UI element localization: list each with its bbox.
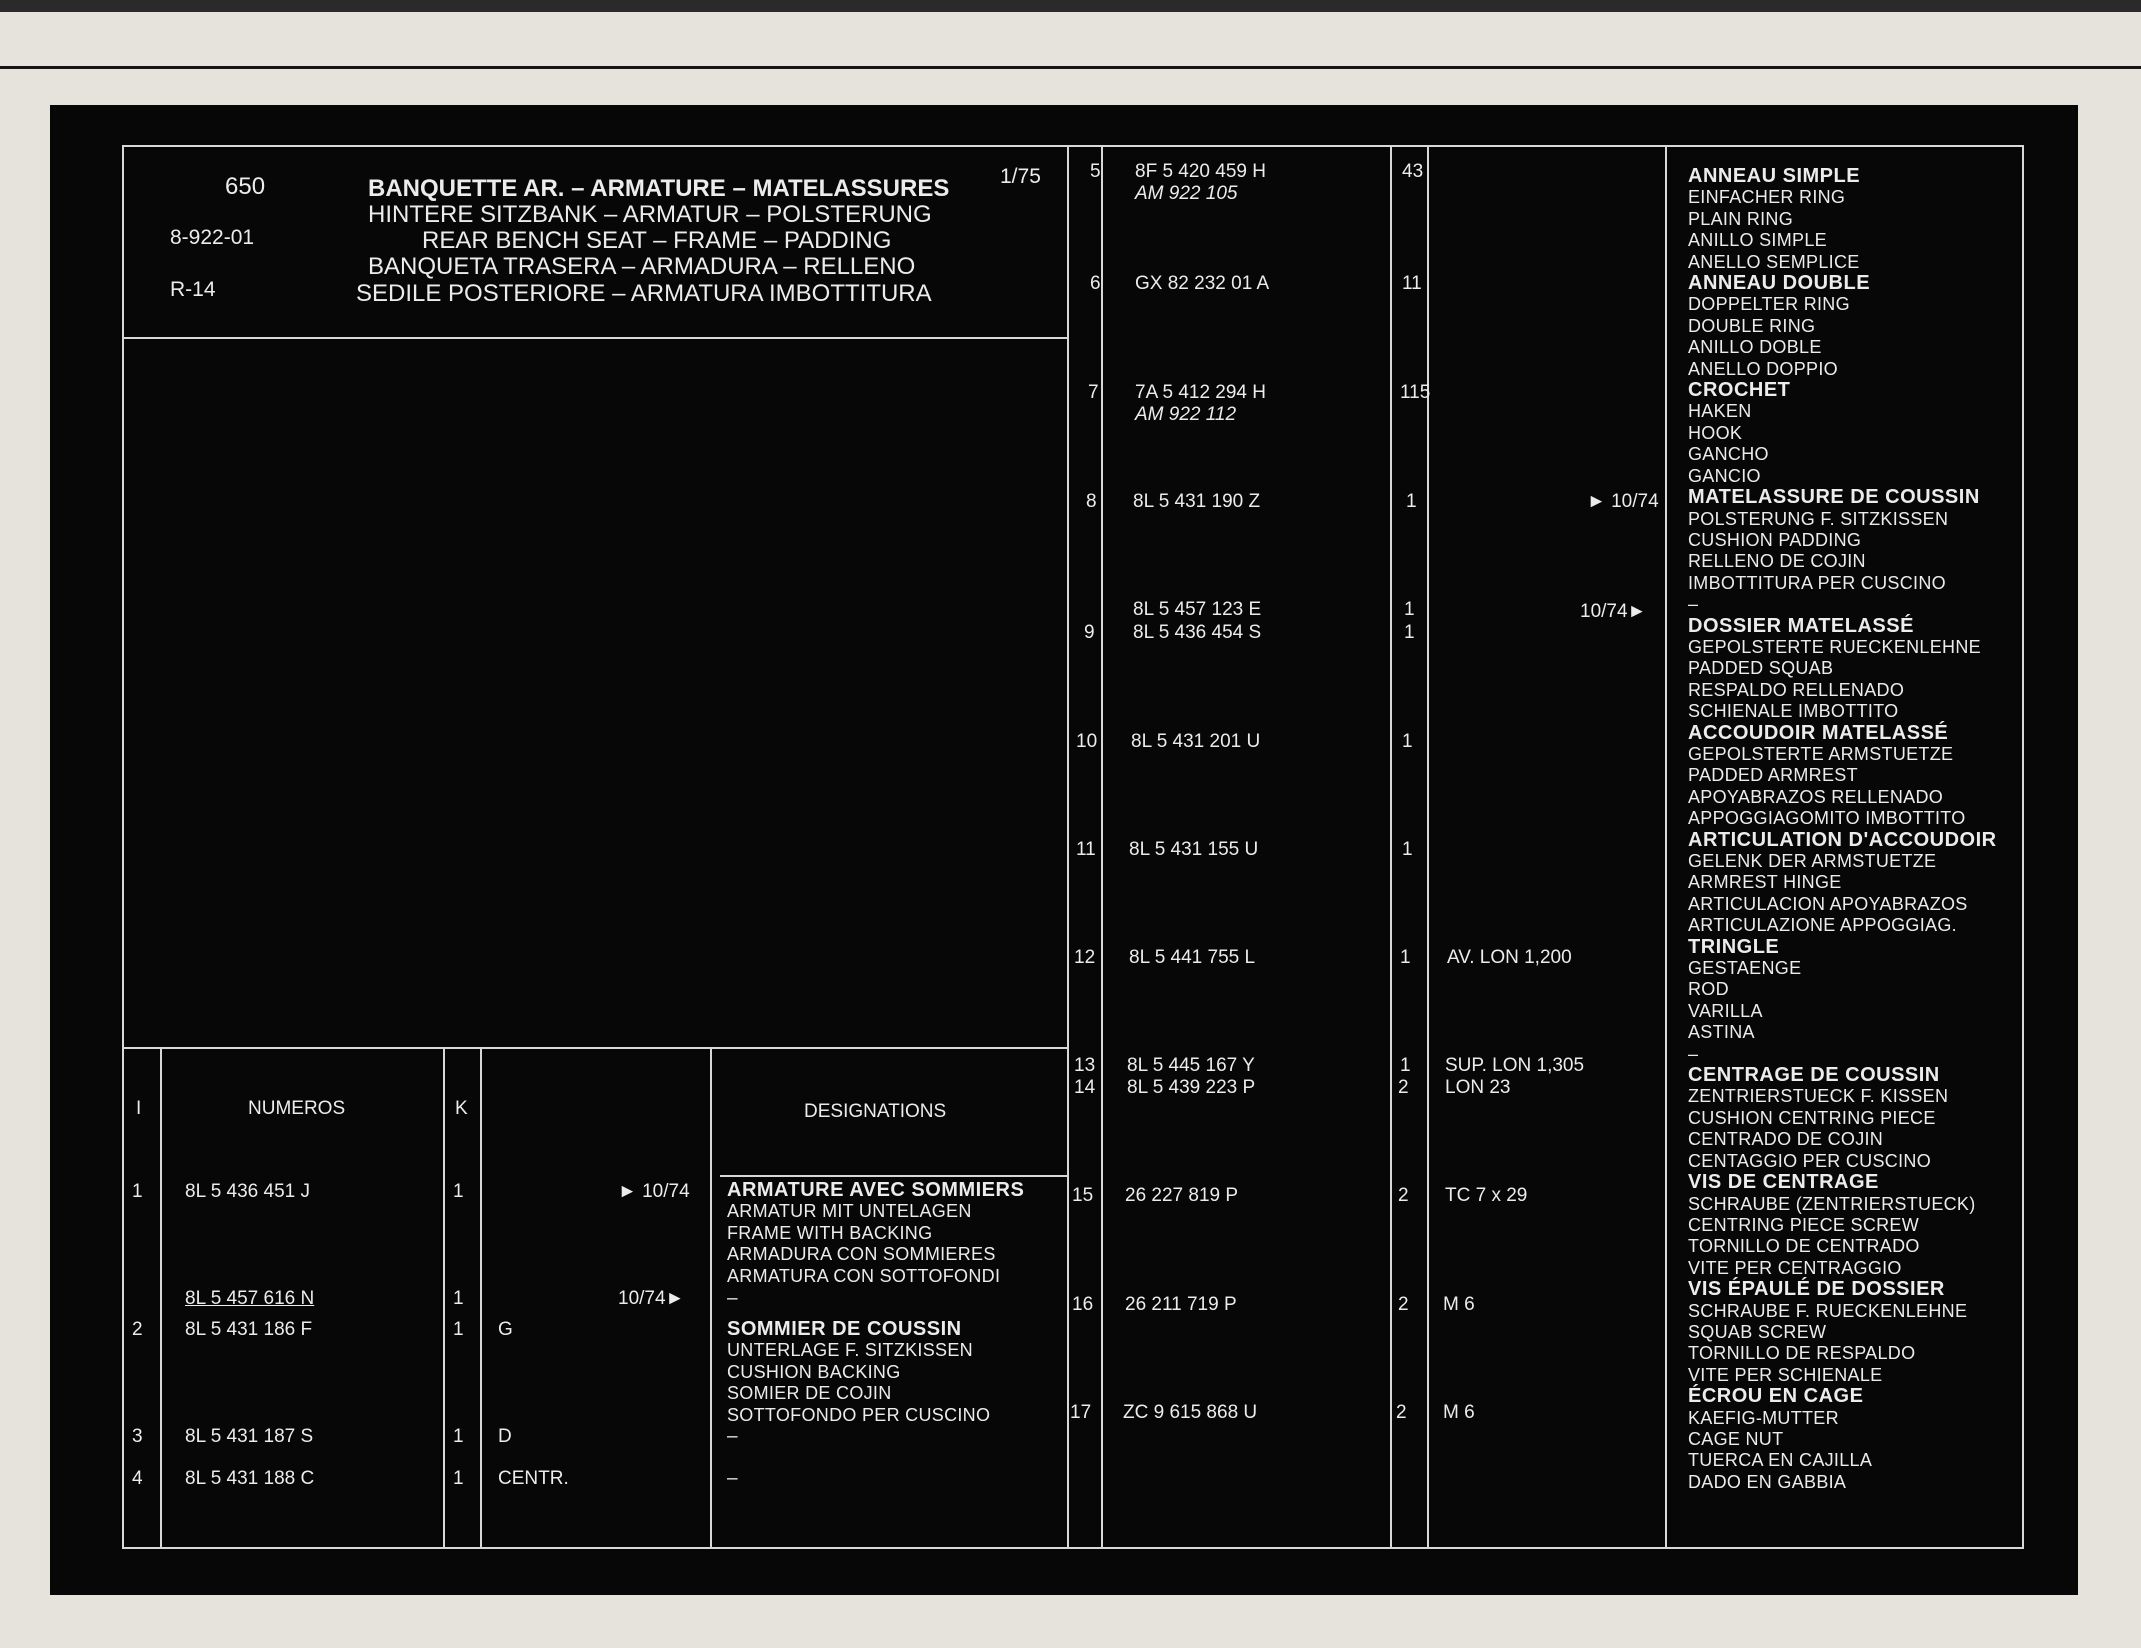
designation-line: CENTAGGIO PER CUSCINO (1688, 1150, 1931, 1171)
part-qty: 2 (1398, 1185, 1409, 1206)
designation-line: CUSHION BACKING (727, 1361, 901, 1382)
designation-line: ARMATUR MIT UNTELAGEN (727, 1201, 972, 1222)
row-index: 9 (1084, 622, 1095, 643)
divider-left-right (1067, 145, 1069, 1549)
col-header-qty: K (455, 1098, 468, 1119)
designation-line: GEPOLSTERTE ARMSTUETZE (1688, 743, 1954, 764)
designation-heading: CROCHET (1688, 379, 1791, 402)
part-qty: 115 (1400, 382, 1431, 403)
part-qty: 1 (453, 1181, 464, 1202)
part-qty: 43 (1402, 161, 1424, 182)
row-index: 3 (132, 1426, 143, 1447)
part-number: 8L 5 431 190 Z (1133, 491, 1261, 512)
designation-line: ZENTRIERSTUECK F. KISSEN (1688, 1086, 1949, 1107)
part-number: 8F 5 420 459 H (1135, 161, 1266, 182)
row-index: 11 (1076, 839, 1096, 860)
header-bottom-rule (122, 337, 1069, 339)
part-note: TC 7 x 29 (1445, 1185, 1528, 1206)
designation-line: APOYABRAZOS RELLENADO (1688, 786, 1944, 807)
designation-line: GANCIO (1688, 465, 1761, 486)
part-qty: 2 (1398, 1294, 1409, 1315)
row-index: 1 (132, 1181, 143, 1202)
designation-line: ANELLO DOPPIO (1688, 358, 1838, 379)
divider-index-col (1101, 145, 1103, 1549)
row-index: 14 (1074, 1077, 1096, 1098)
designation-line: ARTICULACION APOYABRAZOS (1688, 893, 1968, 914)
designation-line: ROD (1688, 979, 1729, 1000)
part-qty: 1 (1404, 599, 1415, 620)
part-note: CENTR. (498, 1468, 569, 1489)
part-number: 7A 5 412 294 H (1135, 382, 1266, 403)
alt-part-number: AM 922 105 (1135, 183, 1238, 204)
left-divider-qty (480, 1047, 482, 1549)
designation-line: GANCHO (1688, 444, 1769, 465)
part-qty: 1 (453, 1468, 464, 1489)
part-number: 8L 5 431 187 S (185, 1426, 314, 1447)
designation-heading: SOMMIER DE COUSSIN (727, 1318, 962, 1340)
plate-number: 650 (225, 173, 266, 200)
part-note: M 6 (1443, 1402, 1475, 1423)
part-qty: 1 (1400, 947, 1411, 968)
part-number: 8L 5 431 201 U (1131, 731, 1261, 752)
part-note: AV. LON 1,200 (1447, 947, 1572, 968)
designation-line: ARTICULAZIONE APPOGGIAG. (1688, 915, 1957, 936)
designation-heading: ANNEAU SIMPLE (1688, 165, 1861, 187)
designation-line: ANILLO SIMPLE (1688, 230, 1827, 251)
designation-heading: TRINGLE (1688, 935, 1780, 958)
part-note: LON 23 (1445, 1077, 1511, 1098)
part-number: 8L 5 457 616 N (185, 1288, 315, 1309)
divider-note-desig (1665, 145, 1667, 1549)
designation-line: – (1688, 594, 1699, 615)
designation-line: CUSHION PADDING (1688, 529, 1862, 550)
part-qty: 1 (1404, 622, 1415, 643)
part-qty: 1 (1400, 1055, 1411, 1076)
designation-line: GESTAENGE (1688, 958, 1802, 979)
divider-qty-note (1427, 145, 1429, 1549)
designation-line: ARMATURA CON SOTTOFONDI (727, 1265, 1001, 1286)
part-number: 26 227 819 P (1125, 1185, 1239, 1206)
designation-line: TUERCA EN CAJILLA (1688, 1450, 1873, 1471)
designation-line: CAGE NUT (1688, 1428, 1784, 1449)
date-marker: ► 10/74 (1587, 491, 1659, 512)
designation-dash: – (727, 1288, 738, 1309)
illustration-bottom-rule (122, 1047, 1069, 1049)
designation-line: PLAIN RING (1688, 208, 1794, 229)
part-note: SUP. LON 1,305 (1445, 1055, 1585, 1076)
part-qty: 1 (1402, 731, 1413, 752)
part-qty: 1 (1406, 491, 1417, 512)
designation-heading: VIS DE CENTRAGE (1688, 1171, 1879, 1194)
designation-heading: ARTICULATION D'ACCOUDOIR (1688, 828, 1997, 851)
designation-line: ANILLO DOBLE (1688, 337, 1822, 358)
designation-line: CENTRADO DE COJIN (1688, 1129, 1884, 1150)
designation-dash: – (727, 1426, 738, 1447)
row-index: 16 (1072, 1294, 1094, 1315)
designation-line: TORNILLO DE RESPALDO (1688, 1343, 1916, 1364)
model-code: R-14 (170, 278, 216, 301)
part-number: 8L 5 436 451 J (185, 1181, 311, 1202)
part-number: 8L 5 431 155 U (1129, 839, 1259, 860)
designation-line: VARILLA (1688, 1000, 1763, 1021)
part-number: 8L 5 457 123 E (1133, 599, 1262, 620)
designation-line: DOUBLE RING (1688, 315, 1816, 336)
designation-heading: ARMATURE AVEC SOMMIERS (727, 1179, 1025, 1201)
designation-line: ASTINA (1688, 1022, 1755, 1043)
row-index: 13 (1074, 1055, 1096, 1076)
title-de: HINTERE SITZBANK – ARMATUR – POLSTERUNG (368, 201, 932, 228)
designation-line: ARMREST HINGE (1688, 872, 1842, 893)
right-designations (1688, 166, 1997, 1493)
part-number: 8L 5 436 454 S (1133, 622, 1262, 643)
part-number: 26 211 719 P (1125, 1294, 1237, 1315)
part-number: 8L 5 431 186 F (185, 1319, 313, 1340)
row-index: 15 (1072, 1185, 1094, 1206)
designation-line: EINFACHER RING (1688, 187, 1846, 208)
designation-line: PADDED ARMREST (1688, 765, 1858, 786)
catalog-code: 8-922-01 (170, 226, 255, 249)
designation-line: FRAME WITH BACKING (727, 1222, 933, 1243)
left-divider-index (160, 1047, 162, 1549)
part-qty: 1 (453, 1426, 464, 1447)
designation-heading: VIS ÉPAULÉ DE DOSSIER (1688, 1278, 1945, 1301)
part-qty: 1 (1402, 839, 1413, 860)
designation-heading: MATELASSURE DE COUSSIN (1688, 486, 1980, 509)
designation-line: TORNILLO DE CENTRADO (1688, 1236, 1920, 1257)
designation-heading: ANNEAU DOUBLE (1688, 272, 1871, 295)
designation-line: ANELLO SEMPLICE (1688, 251, 1860, 272)
row-index: 7 (1088, 382, 1099, 403)
part-qty: 11 (1402, 273, 1422, 294)
row-index: 17 (1070, 1402, 1092, 1423)
part-note: M 6 (1443, 1294, 1475, 1315)
col-header-index: I (136, 1098, 142, 1119)
designation-line: RESPALDO RELLENADO (1688, 679, 1905, 700)
page-ref: 1/75 (1000, 165, 1041, 188)
designation-line: SOMIER DE COJIN (727, 1383, 892, 1404)
designation-line: HAKEN (1688, 401, 1752, 422)
column-header-rule (720, 1175, 1069, 1177)
part-qty: 2 (1398, 1077, 1409, 1098)
col-header-designations: DESIGNATIONS (804, 1101, 947, 1122)
designation-heading: CENTRAGE DE COUSSIN (1688, 1064, 1940, 1087)
designation-line: SCHRAUBE (ZENTRIERSTUECK) (1688, 1193, 1976, 1214)
designation-line: HOOK (1688, 422, 1743, 443)
part-qty: 1 (453, 1288, 464, 1309)
designation-line: DADO EN GABBIA (1688, 1471, 1847, 1492)
designation-heading: ACCOUDOIR MATELASSÉ (1688, 721, 1949, 744)
part-number: ZC 9 615 868 U (1123, 1402, 1258, 1423)
row-index: 10 (1076, 731, 1098, 752)
row-index: 5 (1090, 161, 1101, 182)
designation-line: KAEFIG-MUTTER (1688, 1407, 1839, 1428)
designation-line: POLSTERUNG F. SITZKISSEN (1688, 508, 1949, 529)
designation-block (727, 1180, 1024, 1287)
part-number: 8L 5 445 167 Y (1127, 1055, 1255, 1076)
row-index: 4 (132, 1468, 143, 1489)
scan-rule (0, 66, 2141, 69)
left-divider-number (443, 1047, 445, 1549)
title-fr: BANQUETTE AR. – ARMATURE – MATELASSURES (368, 175, 950, 202)
designation-line: VITE PER SCHIENALE (1688, 1364, 1883, 1385)
part-number: 8L 5 431 188 C (185, 1468, 315, 1489)
title-it: SEDILE POSTERIORE – ARMATURA IMBOTTITURA (356, 280, 932, 307)
designation-line: UNTERLAGE F. SITZKISSEN (727, 1340, 973, 1361)
part-note: G (498, 1319, 513, 1340)
row-index: 2 (132, 1319, 143, 1340)
row-index: 6 (1090, 273, 1101, 294)
designation-heading: ÉCROU EN CAGE (1688, 1385, 1864, 1408)
designation-line: ARMADURA CON SOMMIERES (727, 1244, 996, 1265)
title-en: REAR BENCH SEAT – FRAME – PADDING (422, 227, 892, 254)
part-qty: 1 (453, 1319, 464, 1340)
designation-line: SCHRAUBE F. RUECKENLEHNE (1688, 1300, 1968, 1321)
designation-heading: DOSSIER MATELASSÉ (1688, 614, 1914, 637)
date-marker: ► 10/74 (618, 1181, 690, 1202)
col-header-numbers: NUMEROS (248, 1098, 346, 1119)
alt-part-number: AM 922 112 (1135, 404, 1237, 425)
designation-dash: – (727, 1468, 738, 1489)
title-es: BANQUETA TRASERA – ARMADURA – RELLENO (368, 253, 916, 280)
part-number: GX 82 232 01 A (1135, 273, 1270, 294)
parts-plate (50, 105, 2078, 1595)
part-number: 8L 5 439 223 P (1127, 1077, 1256, 1098)
row-index: 8 (1086, 491, 1097, 512)
designation-line: SCHIENALE IMBOTTITO (1688, 701, 1899, 722)
part-number: 8L 5 441 755 L (1129, 947, 1256, 968)
part-note: D (498, 1426, 512, 1447)
designation-line: – (1688, 1043, 1699, 1064)
left-divider-note (710, 1047, 712, 1549)
designation-line: CENTRING PIECE SCREW (1688, 1214, 1920, 1235)
date-marker: 10/74► (618, 1288, 685, 1309)
designation-line: GELENK DER ARMSTUETZE (1688, 851, 1937, 871)
designation-line: GEPOLSTERTE RUECKENLEHNE (1688, 636, 1981, 657)
divider-number-qty (1390, 145, 1392, 1549)
designation-block (727, 1319, 990, 1426)
designation-line: RELLENO DE COJIN (1688, 551, 1866, 572)
designation-line: APPOGGIAGOMITO IMBOTTITO (1688, 808, 1966, 829)
scan-top-edge (0, 0, 2141, 12)
designation-line: DOPPELTER RING (1688, 294, 1850, 315)
part-qty: 2 (1396, 1402, 1407, 1423)
designation-line: SQUAB SCREW (1688, 1321, 1827, 1342)
designation-line: IMBOTTITURA PER CUSCINO (1688, 572, 1946, 593)
designation-line: VITE PER CENTRAGGIO (1688, 1257, 1902, 1278)
designation-line: SOTTOFONDO PER CUSCINO (727, 1404, 991, 1425)
date-marker: 10/74► (1580, 601, 1647, 622)
designation-line: CUSHION CENTRING PIECE (1688, 1107, 1936, 1128)
row-index: 12 (1074, 947, 1096, 968)
designation-line: PADDED SQUAB (1688, 658, 1834, 679)
